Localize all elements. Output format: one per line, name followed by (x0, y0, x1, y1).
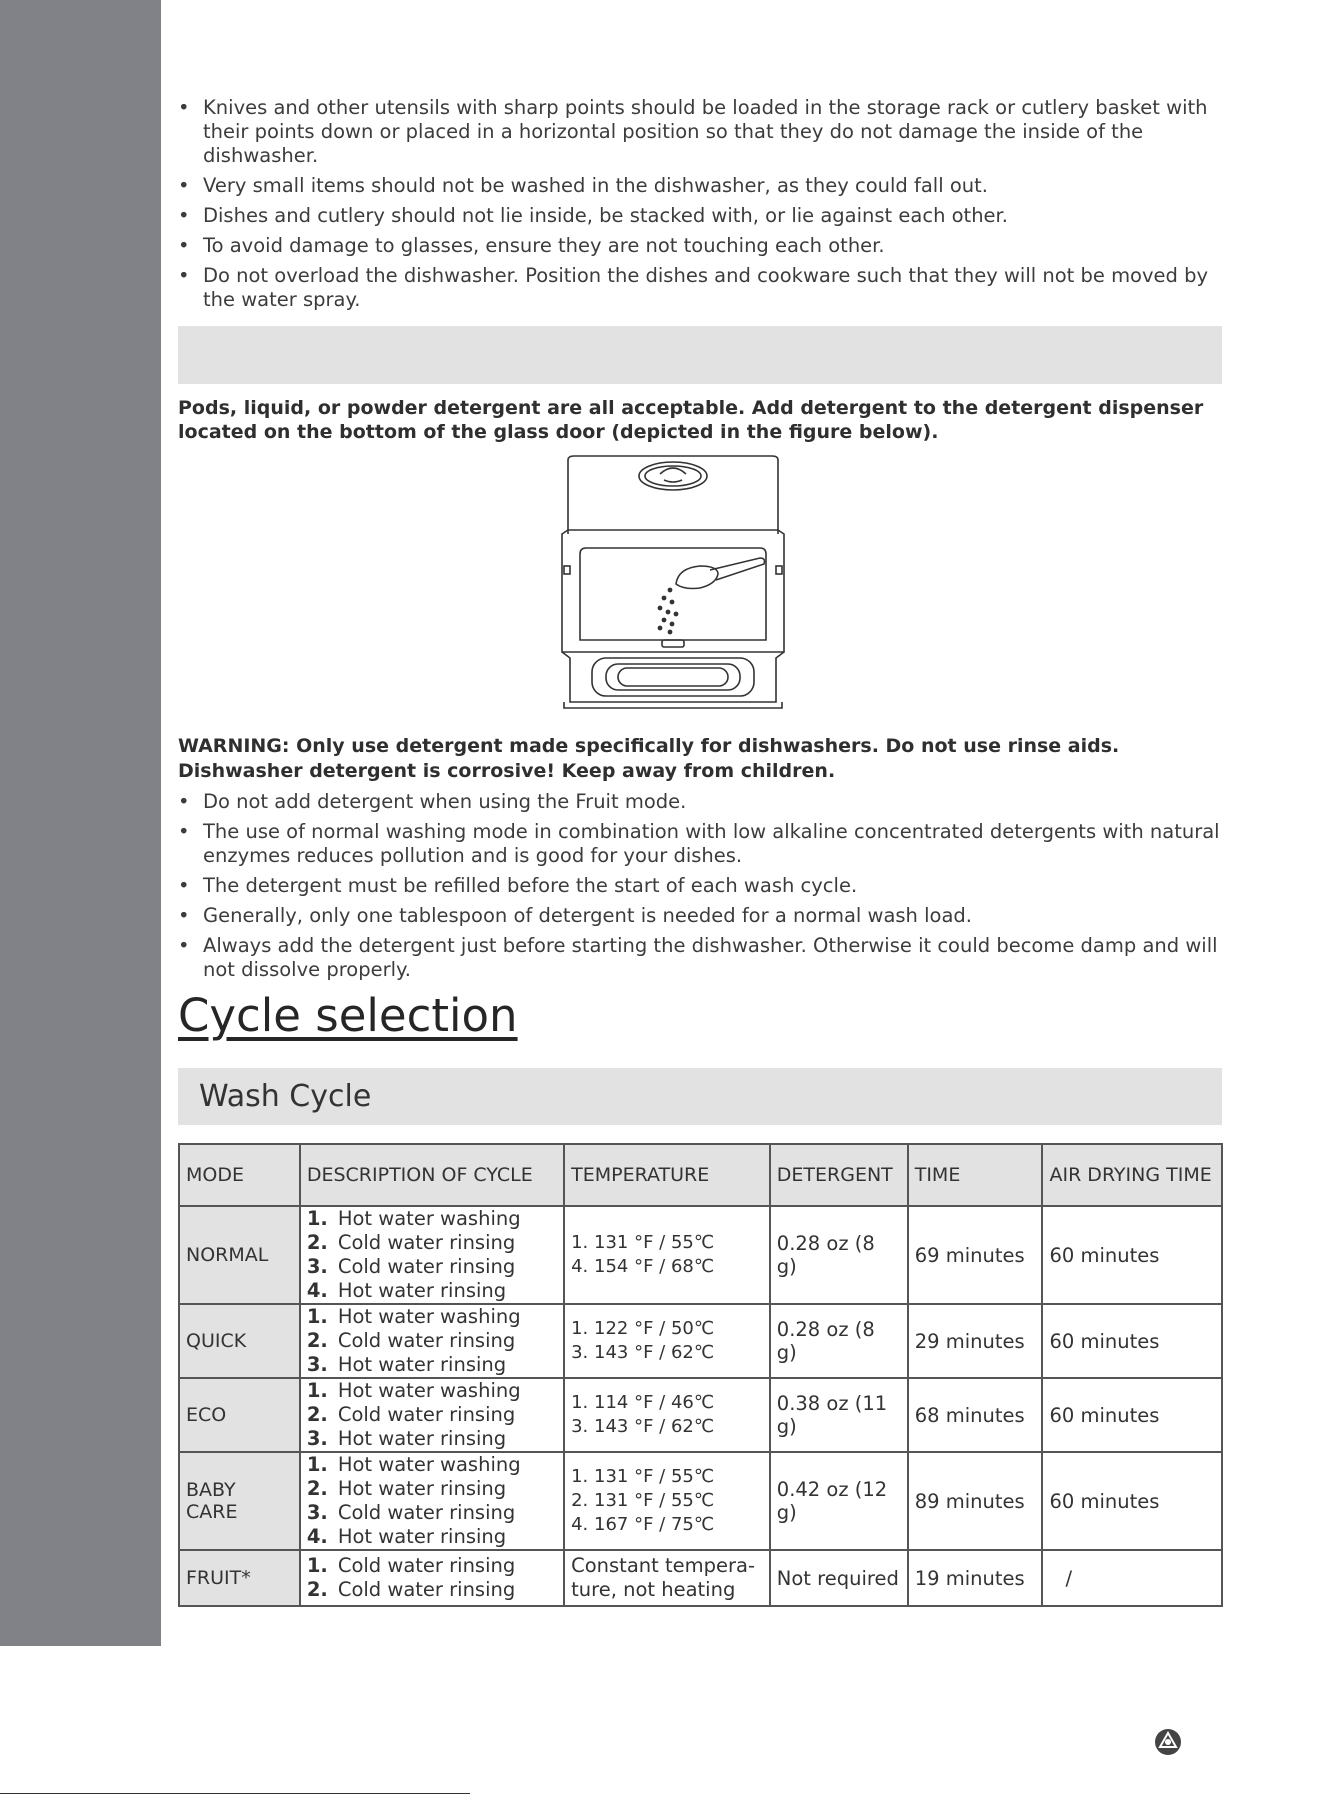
bullet-item: • The use of normal washing mode in combination with low alkaline concentrated detergents with natural enzymes reduces pollution and is good for your dishes. (178, 820, 1222, 868)
step-number: 2. (306, 1403, 328, 1426)
temperature-cell (564, 1206, 770, 1304)
cycle-step (307, 1379, 557, 1403)
temperature-line: 2. 131 °F / 55℃ (571, 1490, 715, 1511)
air-drying-cell: 60 minutes (1042, 1304, 1222, 1378)
cycle-step (307, 1477, 557, 1501)
step-text: Cold water rinsing (337, 1255, 516, 1278)
step-number: 1. (306, 1554, 328, 1577)
cycle-step (307, 1279, 557, 1303)
step-text: Hot water rinsing (337, 1525, 507, 1548)
cycle-step (307, 1207, 557, 1231)
warning-line-2: Dishwasher detergent is corrosive! Keep away from children. (178, 760, 836, 782)
step-text: Hot water rinsing (337, 1279, 507, 1302)
bullet-item: • Dishes and cutlery should not lie inside, be stacked with, or lie against each other. (178, 204, 1222, 228)
detergent-cell: 0.42 oz (12 g) (770, 1452, 908, 1550)
temperature-line: 3. 143 °F / 62℃ (571, 1342, 715, 1363)
detergent-cell: 0.38 oz (11 g) (770, 1378, 908, 1452)
temperature-cell (564, 1550, 770, 1606)
column-header: MODE (179, 1144, 300, 1206)
cycle-step (307, 1578, 557, 1602)
temperature-line: 3. 143 °F / 62℃ (571, 1416, 715, 1437)
air-drying-cell: 60 minutes (1042, 1378, 1222, 1452)
step-text: Cold water rinsing (337, 1329, 516, 1352)
step-number: 1. (306, 1305, 328, 1328)
table-row (179, 1550, 1222, 1606)
wash-cycle-table (178, 1143, 1223, 1607)
sidebar-band (0, 0, 161, 1646)
bullet-item: • Do not add detergent when using the Fruit mode. (178, 790, 1222, 814)
bullet-item: • Very small items should not be washed in the dishwasher, as they could fall out. (178, 174, 1222, 198)
wash-cycle-header: Wash Cycle (178, 1068, 1222, 1125)
dishwasher-detergent-illustration (560, 454, 786, 716)
cycle-step (307, 1525, 557, 1549)
temperature-line: ture, not heating (571, 1578, 736, 1601)
warning-line-1: WARNING: Only use detergent made specifically for dishwashers. Do not use rinse aids. (178, 735, 1120, 757)
time-cell: 69 minutes (908, 1206, 1043, 1304)
cycle-step (307, 1305, 557, 1329)
temperature-line: Constant tempera- (571, 1554, 755, 1577)
cycle-step (307, 1453, 557, 1477)
step-number: 2. (306, 1329, 328, 1352)
bullet-item: • Always add the detergent just before starting the dishwasher. Otherwise it could become damp and will not dissolve properly. (178, 934, 1222, 982)
temperature-cell (564, 1378, 770, 1452)
bullet-item: • Knives and other utensils with sharp points should be loaded in the storage rack or cutlery basket with their points down or placed in a horizontal position so that they do not damage the inside of the dishwasher. (178, 96, 1222, 168)
mode-cell: QUICK (179, 1304, 300, 1378)
step-number: 2. (306, 1477, 328, 1500)
step-number: 4. (306, 1525, 328, 1548)
step-text: Hot water rinsing (337, 1477, 507, 1500)
detergent-cell: 0.28 oz (8 g) (770, 1206, 908, 1304)
column-header: AIR DRYING TIME (1042, 1144, 1222, 1206)
step-text: Hot water washing (337, 1453, 521, 1476)
bullet-item: • Generally, only one tablespoon of detergent is needed for a normal wash load. (178, 904, 1222, 928)
description-cell (300, 1452, 564, 1550)
step-number: 1. (306, 1207, 328, 1230)
table-header-row (179, 1144, 1222, 1206)
time-cell: 89 minutes (908, 1452, 1043, 1550)
cycle-step (307, 1427, 557, 1451)
step-number: 3. (306, 1501, 328, 1524)
step-text: Hot water washing (337, 1207, 521, 1230)
bottom-rule (0, 1793, 470, 1794)
section-header-bar (178, 326, 1222, 384)
mode-cell: ECO (179, 1378, 300, 1452)
table-row (179, 1206, 1222, 1304)
step-number: 2. (306, 1578, 328, 1601)
step-number: 1. (306, 1453, 328, 1476)
bullet-item: • The detergent must be refilled before the start of each wash cycle. (178, 874, 1222, 898)
step-text: Hot water washing (337, 1379, 521, 1402)
table-row (179, 1378, 1222, 1452)
air-drying-cell: / (1042, 1550, 1222, 1606)
step-number: 1. (306, 1379, 328, 1402)
brand-logo-icon (1154, 1728, 1182, 1756)
section-title: Cycle selection (178, 989, 518, 1042)
time-cell: 68 minutes (908, 1378, 1043, 1452)
table-body (179, 1206, 1222, 1606)
mode-cell: NORMAL (179, 1206, 300, 1304)
loading-tips-list (178, 96, 1222, 312)
step-text: Hot water rinsing (337, 1353, 507, 1376)
detergent-intro: Pods, liquid, or powder detergent are all acceptable. Add detergent to the detergent dispenser located on the bottom of the glass door (depicted in the figure below). (178, 397, 1204, 443)
temperature-line: 1. 131 °F / 55℃ (571, 1466, 715, 1487)
page-content (178, 96, 1222, 1607)
temperature-line: 4. 154 °F / 68℃ (571, 1256, 715, 1277)
temperature-line: 1. 114 °F / 46℃ (571, 1392, 715, 1413)
step-text: Cold water rinsing (337, 1501, 516, 1524)
temperature-line: 4. 167 °F / 75℃ (571, 1514, 715, 1535)
cycle-step (307, 1231, 557, 1255)
column-header: TEMPERATURE (564, 1144, 770, 1206)
detergent-tips-list (178, 790, 1222, 982)
step-text: Cold water rinsing (337, 1231, 516, 1254)
table-row (179, 1452, 1222, 1550)
column-header: TIME (908, 1144, 1043, 1206)
description-cell (300, 1378, 564, 1452)
mode-cell: FRUIT* (179, 1550, 300, 1606)
cycle-step (307, 1554, 557, 1578)
temperature-line: 1. 131 °F / 55℃ (571, 1232, 715, 1253)
cycle-step (307, 1329, 557, 1353)
step-number: 3. (306, 1353, 328, 1376)
step-text: Cold water rinsing (337, 1578, 516, 1601)
column-header: DETERGENT (770, 1144, 908, 1206)
step-number: 2. (306, 1231, 328, 1254)
column-header: DESCRIPTION OF CYCLE (300, 1144, 564, 1206)
temperature-cell (564, 1452, 770, 1550)
bullet-item: • Do not overload the dishwasher. Position the dishes and cookware such that they will not be moved by the water spray. (178, 264, 1222, 312)
air-drying-cell: 60 minutes (1042, 1452, 1222, 1550)
time-cell: 29 minutes (908, 1304, 1043, 1378)
step-text: Hot water washing (337, 1305, 521, 1328)
description-cell (300, 1206, 564, 1304)
step-number: 4. (306, 1279, 328, 1302)
cycle-step (307, 1255, 557, 1279)
step-text: Hot water rinsing (337, 1427, 507, 1450)
time-cell: 19 minutes (908, 1550, 1043, 1606)
step-number: 3. (306, 1427, 328, 1450)
description-cell (300, 1304, 564, 1378)
detergent-cell: Not required (770, 1550, 908, 1606)
temperature-line: 1. 122 °F / 50℃ (571, 1318, 715, 1339)
cycle-step (307, 1403, 557, 1427)
temperature-cell (564, 1304, 770, 1378)
step-number: 3. (306, 1255, 328, 1278)
bullet-item: • To avoid damage to glasses, ensure they are not touching each other. (178, 234, 1222, 258)
step-text: Cold water rinsing (337, 1554, 516, 1577)
step-text: Cold water rinsing (337, 1403, 516, 1426)
detergent-cell: 0.28 oz (8 g) (770, 1304, 908, 1378)
dishwasher-figure (178, 444, 1222, 734)
description-cell (300, 1550, 564, 1606)
cycle-step (307, 1353, 557, 1377)
cycle-step (307, 1501, 557, 1525)
air-drying-cell: 60 minutes (1042, 1206, 1222, 1304)
mode-cell: BABY CARE (179, 1452, 300, 1550)
warning-text (178, 734, 1222, 784)
table-row (179, 1304, 1222, 1378)
